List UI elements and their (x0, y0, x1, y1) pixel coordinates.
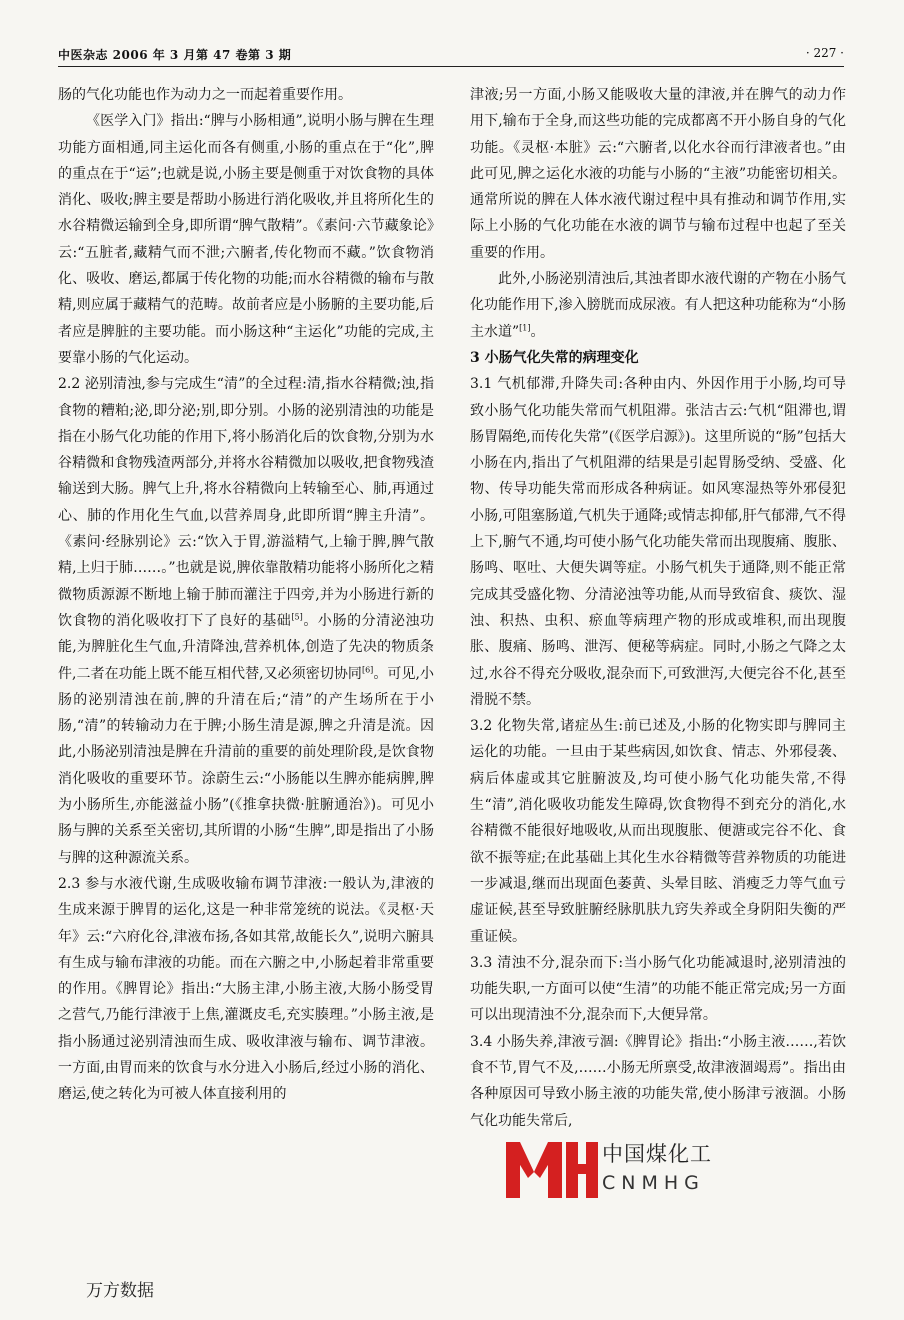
section-2-2 (58, 371, 434, 871)
paragraph-text: 。 (530, 323, 545, 340)
paragraph-text: 此外,小肠泌别清浊后,其浊者即水液代谢的产物在小肠气化功能作用下,渗入膀胱而成尿液。有人把这种功能称为“小肠主水道” (470, 271, 846, 340)
paragraph: 津液;另一方面,小肠又能吸收大量的津液,并在脾气的动力作用下,输布于全身,而这些功能的完成都离不开小肠自身的气化功能。《灵枢·本脏》云:“六腑者,以化水谷而行津液者也。”由此可见,脾之运化水液的功能与小肠的“主液”功能密切相关。通常所说的脾在人体水液代谢过程中具有推动和调节作用,实际上小肠的气化功能在水液的调节与输布过程中也起了至关重要的作用。 (470, 87, 846, 261)
footer-source: 万方数据 (86, 1281, 154, 1301)
section-2-3: 2.3 参与水液代谢,生成吸收输布调节津液:一般认为,津液的生成来源于脾胃的运化,这是一种非常笼统的说法。《灵枢·天年》云:“六府化谷,津液布扬,各如其常,故能长久”,说明六腑具有生成与输布津液的功能。而在六腑之中,小肠起着非常重要的作用。《脾胃论》指出:“大肠主津,小肠主液,大肠小肠受胃之营气,乃能行津液于上焦,灌溉皮毛,充实腠理。”小肠主液,是指小肠通过泌别清浊而生成、吸收津液与输布、调节津液。一方面,由胃而来的饮食与水分进入小肠后,经过小肠的消化、磨运,使之转化为可被人体直接利用的 (58, 875, 434, 1103)
paragraph: 《医学入门》指出:“脾与小肠相通”,说明小肠与脾在生理功能方面相通,同主运化而各有侧重,小肠的重点在于“化”,脾的重点在于“运”;也就是说,小肠主要是侧重于对饮食物的具体消化、吸收;脾主要是帮助小肠进行消化吸收,并且将所化生的水谷精微运输到全身,即所谓“脾气散精”。《素问·六节藏象论》云:“五脏者,藏精气而不泄;六腑者,传化物而不藏。”饮食物消化、吸收、磨运,都属于传化物的功能;而水谷精微的输布与散精,则应属于藏精气的范畴。故前者应是小肠腑的主要功能,后者应是脾脏的主要功能。而小肠这种“主运化”功能的完成,主要靠小肠的气化运动。 (58, 113, 434, 366)
watermark-chinese: 中国煤化工 (602, 1138, 712, 1168)
section-3-4: 3.4 小肠失养,津液亏涸:《脾胃论》指出:“小肠主液……,若饮食不节,胃气不及,……小肠无所禀受,故津液涸竭焉”。指出由各种原因可导致小肠主液的功能失常,使小肠津亏液涸。小肠气化功能失常后, (470, 1033, 846, 1129)
citation: [5] (291, 612, 303, 622)
watermark-english: CNMHG (602, 1172, 705, 1194)
journal-title: 中医杂志 2006 年 3 月第 47 卷第 3 期 (58, 48, 292, 62)
section-3-1: 3.1 气机郁滞,升降失司:各种由内、外因作用于小肠,均可导致小肠气化功能失常而气机阻滞。张洁古云:气机“阻滞也,谓肠胃隔绝,而传化失常”(《医学启源》)。这里所说的“肠”包括大小肠在内,指出了气机阻滞的结果是引起胃肠受纳、受盛、化物、传导功能失常而形成各种病证。如风寒湿热等外邪侵犯小肠,可阻塞肠道,气机失于通降;或情志抑郁,肝气郁滞,气不得上下,腑气不通,均可使小肠气化功能失常而出现腹痛、腹胀、肠鸣、呕吐、大便失调等症。小肠气机失于通降,则不能正常完成其受盛化物、分清泌浊等功能,从而导致宿食、痰饮、湿浊、积热、虫积、瘀血等病理产物的形成或堆积,而出现腹胀、腹痛、肠鸣、泄泻、便秘等病症。同时,小肠之气降之太过,水谷不得充分吸收,混杂而下,可致泄泻,大便完谷不化,甚至滑脱不禁。 (470, 376, 846, 708)
page-number: · 227 · (805, 46, 844, 60)
section-3-2: 3.2 化物失常,诸症丛生:前已述及,小肠的化物实即与脾同主运化的功能。一旦由于某些病因,如饮食、情志、外邪侵袭、病后体虚或其它脏腑波及,均可使小肠气化功能失常,不得生“清”,消化吸收功能发生障碍,饮食物得不到充分的消化,水谷精微不能很好地吸收,从而出现腹胀、便溏或完谷不化、食欲不振等症;在此基础上其化生水谷精微等营养物质的功能进一步减退,继而出现面色萎黄、头晕目眩、消瘦乏力等气血亏虚证候,甚至导致脏腑经脉肌肤九窍失养或全身阴阳失衡的严重证候。 (470, 718, 846, 945)
section-heading-3: 3 小肠气化失常的病理变化 (470, 349, 639, 366)
running-header (58, 40, 844, 67)
section-text: 。可见,小肠的泌别清浊在前,脾的升清在后;“清”的产生场所在于小肠,“清”的转输动力在于脾;小肠生清是源,脾之升清是流。因此,小肠泌别清浊是脾在升清前的重要的前处理阶段,是饮食物消化吸收的重要环节。涂蔚生云:“小肠能以生脾亦能病脾,脾为小肠所生,亦能滋益小肠”(《推拿抉微·脏腑通治》)。可见小肠与脾的关系至关密切,其所谓的小肠“生脾”,即是指出了小肠与脾的这种源流关系。 (58, 665, 434, 866)
section-text: 2.2 泌别清浊,参与完成生“清”的全过程:清,指水谷精微;浊,指食物的糟粕;泌,即分泌;别,即分别。小肠的泌别清浊的功能是指在小肠气化功能的作用下,将小肠消化后的饮食物,分别为水谷精微和食物残渣两部分,并将水谷精微加以吸收,把食物残渣输送到大肠。脾气上升,将水谷精微向上转输至心、肺,再通过心、肺的作用化生气血,以营养周身,此即所谓“脾主升清”。《素问·经脉别论》云:“饮入于胃,游溢精气,上输于脾,脾气散精,上归于肺……。”也就是说,脾依靠散精功能将小肠所化之精微物质源源不断地上输于肺而灌注于四旁,并为小肠进行新的饮食物的消化吸收打下了良好的基础 (58, 376, 434, 629)
paragraph: 肠的气化功能也作为动力之一而起着重要作用。 (58, 87, 352, 103)
left-column (58, 82, 434, 1108)
right-column (470, 82, 846, 1134)
section-text: 。小肠的分清泌浊功能,为脾脏化生气血,升清降浊,营养机体,创造了先决的物质条件,二者在功能上既不能互相代替,又必须密切协同 (58, 612, 435, 682)
citation: [1] (519, 323, 531, 333)
paragraph (470, 266, 846, 345)
citation: [6] (361, 664, 374, 674)
section-3-3: 3.3 清浊不分,混杂而下:当小肠气化功能减退时,泌别清浊的功能失职,一方面可以使“生清”的功能不能正常完成;另一方面可以出现清浊不分,混杂而下,大便异常。 (470, 954, 846, 1024)
watermark (506, 1136, 756, 1202)
watermark-logo-icon (506, 1136, 598, 1202)
